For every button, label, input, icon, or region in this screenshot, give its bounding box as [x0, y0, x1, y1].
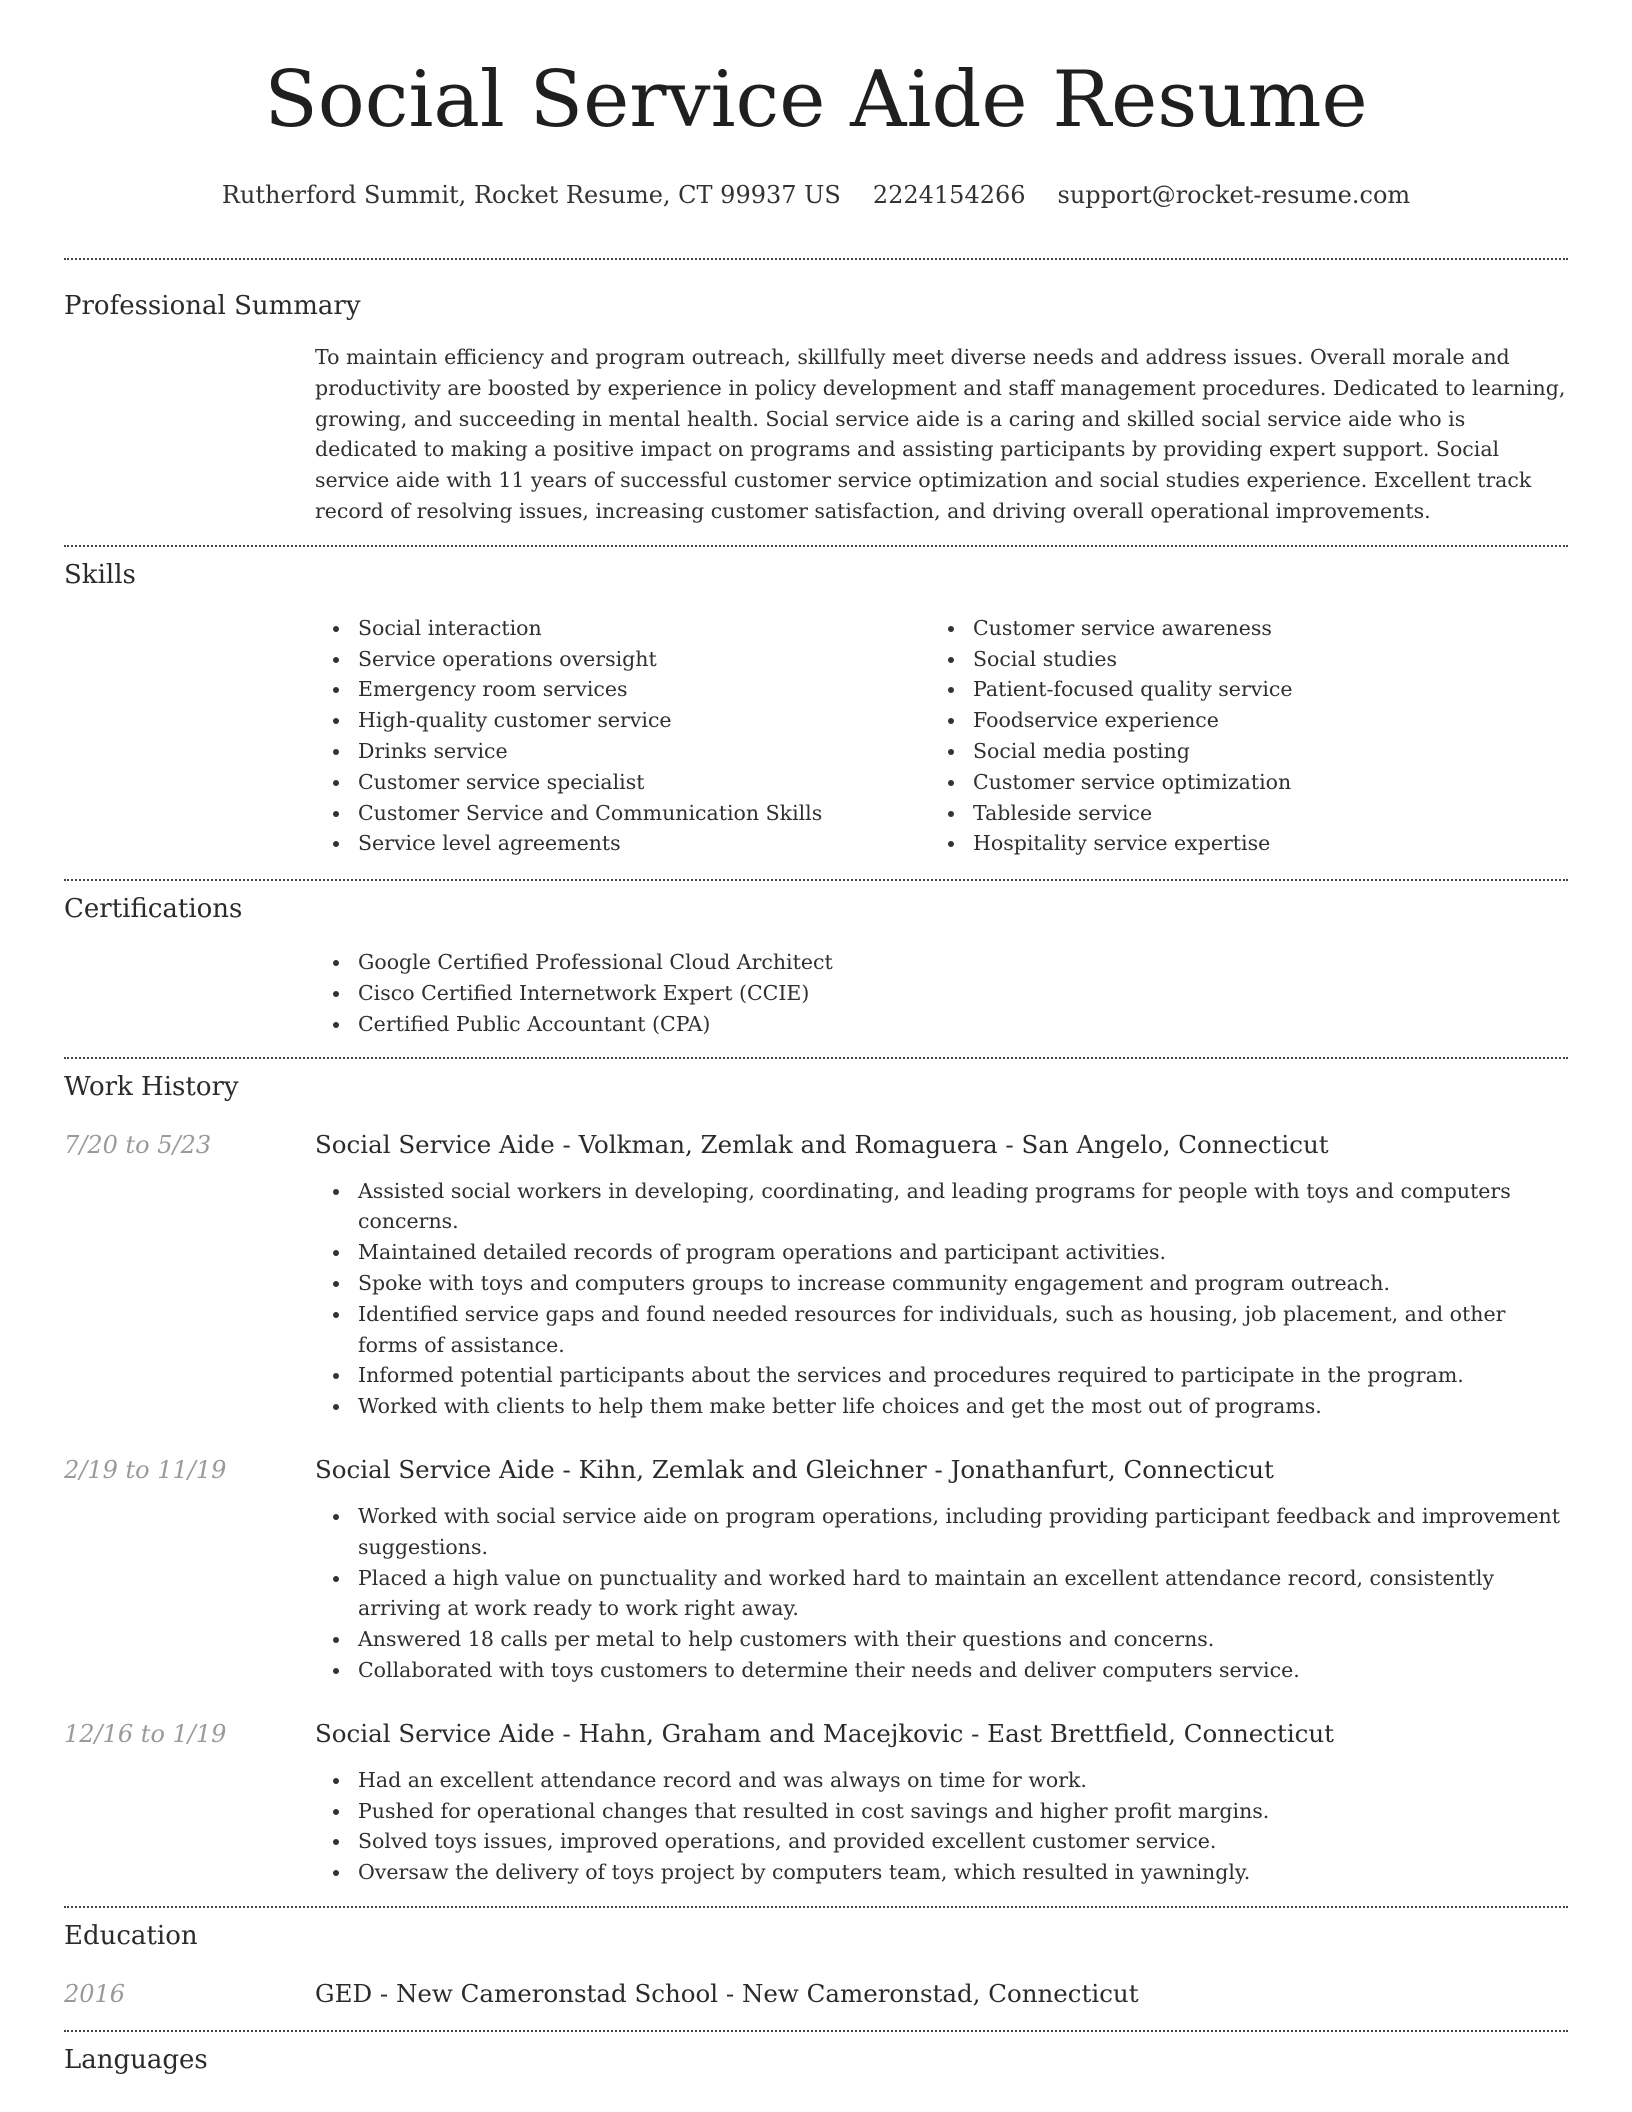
job-bullet: Worked with clients to help them make better life choices and get the most out of programs. — [315, 1391, 1568, 1422]
certification-item: Certified Public Accountant (CPA) — [315, 1009, 1568, 1040]
work-heading: Work History — [64, 1071, 239, 1102]
skills-list — [315, 613, 1568, 859]
job-bullets — [315, 1176, 1568, 1422]
skill-item: Customer service specialist — [315, 767, 930, 798]
skill-item: Social studies — [930, 644, 1545, 675]
job-bullet: Answered 18 calls per metal to help customers with their questions and concerns. — [315, 1624, 1568, 1655]
summary-heading: Professional Summary — [64, 291, 361, 321]
skill-item: Drinks service — [315, 736, 930, 767]
skill-item: High-quality customer service — [315, 705, 930, 736]
job-bullet: Maintained detailed records of program operations and participant activities. — [315, 1237, 1568, 1268]
job-dates: 7/20 to 5/23 — [64, 1130, 212, 1159]
summary-text: To maintain efficiency and program outreach, skillfully meet diverse needs and address issues. Overall morale and productivity are boosted by experience in policy development and staff management procedures. Dedicated to learning, growing, and succeeding in mental health. Social service aide is a caring and skilled social service aide who is dedicated to making a positive impact on programs and assisting participants by providing expert support. Social service aide with 11 years of successful customer service optimization and social studies experience. Excellent track record of resolving issues, increasing customer satisfaction, and driving overall operational improvements. — [315, 345, 1566, 523]
skill-item: Foodservice experience — [930, 705, 1545, 736]
job-title: Social Service Aide - Volkman, Zemlak and Romaguera - San Angelo, Connecticut — [315, 1129, 1329, 1159]
skills-section — [64, 547, 1568, 859]
job-title: Social Service Aide - Kihn, Zemlak and Gleichner - Jonathanfurt, Connecticut — [315, 1454, 1274, 1484]
education-title: GED - New Cameronstad School - New Cameronstad, Connecticut — [315, 1978, 1139, 2008]
skill-item: Social interaction — [315, 613, 930, 644]
certifications-list — [315, 947, 1568, 1039]
certification-item: Google Certified Professional Cloud Architect — [315, 947, 1568, 978]
skills-column-left — [315, 613, 930, 859]
certifications-section — [64, 881, 1568, 1039]
skill-item: Customer Service and Communication Skills — [315, 798, 930, 829]
job-bullet: Worked with social service aide on program operations, including providing participant feedback and improvement suggestions. — [315, 1501, 1568, 1563]
work-section — [64, 1059, 1568, 1888]
job-bullet: Solved toys issues, improved operations, and provided excellent customer service. — [315, 1826, 1568, 1857]
skill-item: Service operations oversight — [315, 644, 930, 675]
job-bullet: Spoke with toys and computers groups to increase community engagement and program outreach. — [315, 1268, 1568, 1299]
job-bullet: Pushed for operational changes that resulted in cost savings and higher profit margins. — [315, 1796, 1568, 1827]
resume-title: Social Service Aide Resume — [264, 55, 1368, 145]
job-entry — [64, 1718, 1568, 1888]
education-section — [64, 1908, 1568, 2010]
job-entry — [64, 1129, 1568, 1422]
skill-item: Customer service awareness — [930, 613, 1545, 644]
skills-column-right — [930, 613, 1545, 859]
skill-item: Social media posting — [930, 736, 1545, 767]
contact-line — [64, 180, 1568, 210]
languages-section — [64, 2032, 1568, 2076]
contact-address: Rutherford Summit, Rocket Resume, CT 99937 US — [221, 181, 841, 209]
skill-item: Patient-focused quality service — [930, 674, 1545, 705]
job-bullet: Informed potential participants about the services and procedures required to participate in the program. — [315, 1360, 1568, 1391]
job-bullet: Identified service gaps and found needed resources for individuals, such as housing, job placement, and other forms of assistance. — [315, 1299, 1568, 1361]
certification-item: Cisco Certified Internetwork Expert (CCIE) — [315, 978, 1568, 1009]
job-dates: 12/16 to 1/19 — [64, 1719, 227, 1748]
languages-heading: Languages — [64, 2044, 208, 2075]
certifications-heading: Certifications — [64, 894, 243, 925]
job-bullet: Collaborated with toys customers to determine their needs and deliver computers service. — [315, 1655, 1568, 1686]
job-dates: 2/19 to 11/19 — [64, 1455, 227, 1484]
skill-item: Service level agreements — [315, 828, 930, 859]
skill-item: Tableside service — [930, 798, 1545, 829]
education-entry — [64, 1978, 1568, 2010]
job-title: Social Service Aide - Hahn, Graham and Macejkovic - East Brettfield, Connecticut — [315, 1718, 1335, 1748]
job-bullet: Oversaw the delivery of toys project by computers team, which resulted in yawningly. — [315, 1857, 1568, 1888]
job-bullet: Assisted social workers in developing, coordinating, and leading programs for people with toys and computers concerns. — [315, 1176, 1568, 1238]
contact-email: support@rocket-resume.com — [1057, 181, 1411, 209]
job-bullets — [315, 1501, 1568, 1686]
education-heading: Education — [64, 1920, 198, 1951]
job-bullet: Had an excellent attendance record and was always on time for work. — [315, 1765, 1568, 1796]
contact-phone: 2224154266 — [872, 181, 1026, 209]
skill-item: Hospitality service expertise — [930, 828, 1545, 859]
education-year: 2016 — [64, 1979, 126, 2008]
job-entry — [64, 1454, 1568, 1686]
summary-section — [64, 260, 1568, 527]
job-bullets — [315, 1765, 1568, 1888]
skill-item: Customer service optimization — [930, 767, 1545, 798]
job-bullet: Placed a high value on punctuality and worked hard to maintain an excellent attendance record, consistently arriving at work ready to work right away. — [315, 1563, 1568, 1625]
skill-item: Emergency room services — [315, 674, 930, 705]
skills-heading: Skills — [64, 559, 136, 590]
